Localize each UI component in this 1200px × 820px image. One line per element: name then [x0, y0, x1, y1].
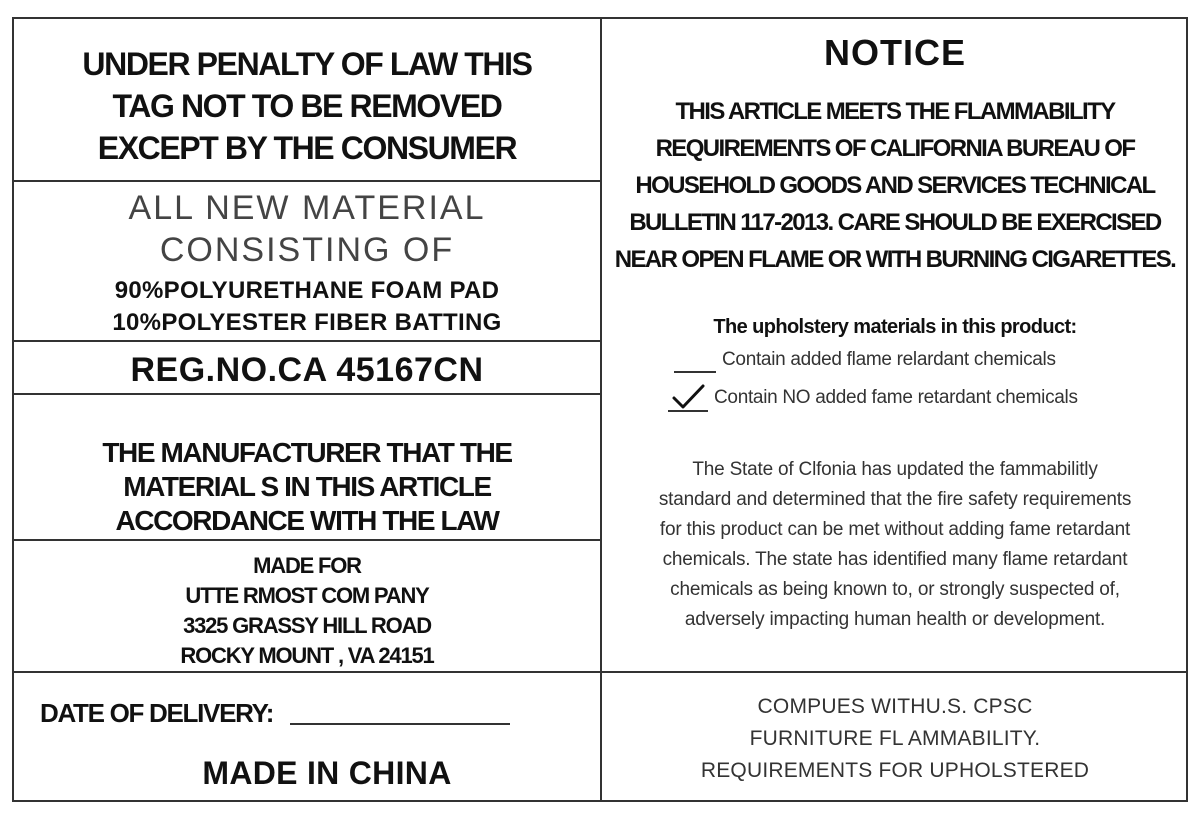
manufacturer-line: MATERIAL S IN THIS ARTICLE — [123, 471, 491, 502]
composition-line: 90%POLYURETHANE FOAM PAD — [114, 277, 500, 304]
article-line: BULLETIN 117-2013. CARE SHOULD BE EXERCISED — [629, 209, 1161, 236]
state-line: for this product can be met without adding fame retardant — [659, 519, 1131, 540]
all-new-material — [14, 187, 600, 271]
date-of-delivery-label: DATE OF DELIVERY: — [40, 698, 274, 728]
divider-manufacturer — [14, 539, 600, 541]
option-none-blank — [668, 410, 708, 412]
article-line: NEAR OPEN FLAME OR WITH BURNING CIGARETTES. — [614, 246, 1176, 273]
article-line: HOUSEHOLD GOODS AND SERVICES TECHNICAL — [635, 172, 1155, 199]
option-none-label: Contain NO added fame retardant chemicals — [714, 387, 1078, 408]
all-new-line: CONSISTING OF — [159, 231, 455, 269]
composition — [14, 275, 600, 339]
made-for-line: MADE FOR — [253, 553, 361, 578]
checkmark-icon — [670, 383, 706, 411]
made-for-line: ROCKY MOUNT , VA 24151 — [180, 643, 434, 668]
state-line: standard and determined that the fire safety requirements — [658, 489, 1132, 510]
cpsc-compliance — [602, 691, 1188, 787]
manufacturer-statement — [14, 436, 600, 538]
all-new-line: ALL NEW MATERIAL — [128, 189, 486, 227]
divider-material — [14, 340, 600, 342]
penalty-line: TAG NOT TO BE REMOVED — [112, 88, 502, 124]
made-in-china: MADE IN CHINA — [202, 755, 452, 791]
article-line: THIS ARTICLE MEETS THE FLAMMABILITY — [675, 98, 1115, 125]
article-line: REQUIREMENTS OF CALIFORNIA BUREAU OF — [655, 135, 1135, 162]
state-line: chemicals as being known to, or strongly suspected of, — [670, 579, 1120, 600]
divider-penalty — [14, 180, 600, 182]
state-line: chemicals. The state has identified many flame retardant — [662, 549, 1128, 570]
compues-line: COMPUES WITHU.S. CPSC — [757, 695, 1033, 718]
composition-line: 10%POLYESTER FIBER BATTING — [112, 309, 502, 336]
flammability-statement — [602, 93, 1188, 278]
divider-reg — [14, 393, 600, 395]
state-line: The State of Clfonia has updated the fammabilitly — [692, 459, 1098, 480]
made-for-line: UTTE RMOST COM PANY — [185, 583, 429, 608]
state-statement — [602, 455, 1188, 635]
made-for-address — [14, 551, 600, 671]
option-added-label: Contain added flame relardant chemicals — [722, 349, 1056, 370]
penalty-line: UNDER PENALTY OF LAW THIS — [82, 46, 532, 82]
law-tag — [12, 17, 1188, 802]
state-line: adversely impacting human health or development. — [684, 609, 1106, 630]
penalty-line: EXCEPT BY THE CONSUMER — [97, 130, 517, 166]
compues-line: FURNITURE FL AMMABILITY. — [749, 727, 1041, 750]
registration-number: REG.NO.CA 45167CN — [130, 351, 484, 389]
made-for-line: 3325 GRASSY HILL ROAD — [183, 613, 431, 638]
divider-bottom — [14, 671, 1186, 673]
option-added-blank — [674, 371, 716, 373]
date-of-delivery-blank — [290, 723, 510, 725]
manufacturer-line: THE MANUFACTURER THAT THE — [102, 437, 512, 468]
penalty-notice — [14, 43, 600, 169]
compues-line: REQUIREMENTS FOR UPHOLSTERED — [700, 759, 1090, 782]
manufacturer-line: ACCORDANCE WITH THE LAW — [115, 505, 499, 536]
upholstery-heading: The upholstery materials in this product: — [713, 316, 1077, 338]
notice-title: NOTICE — [823, 32, 966, 73]
